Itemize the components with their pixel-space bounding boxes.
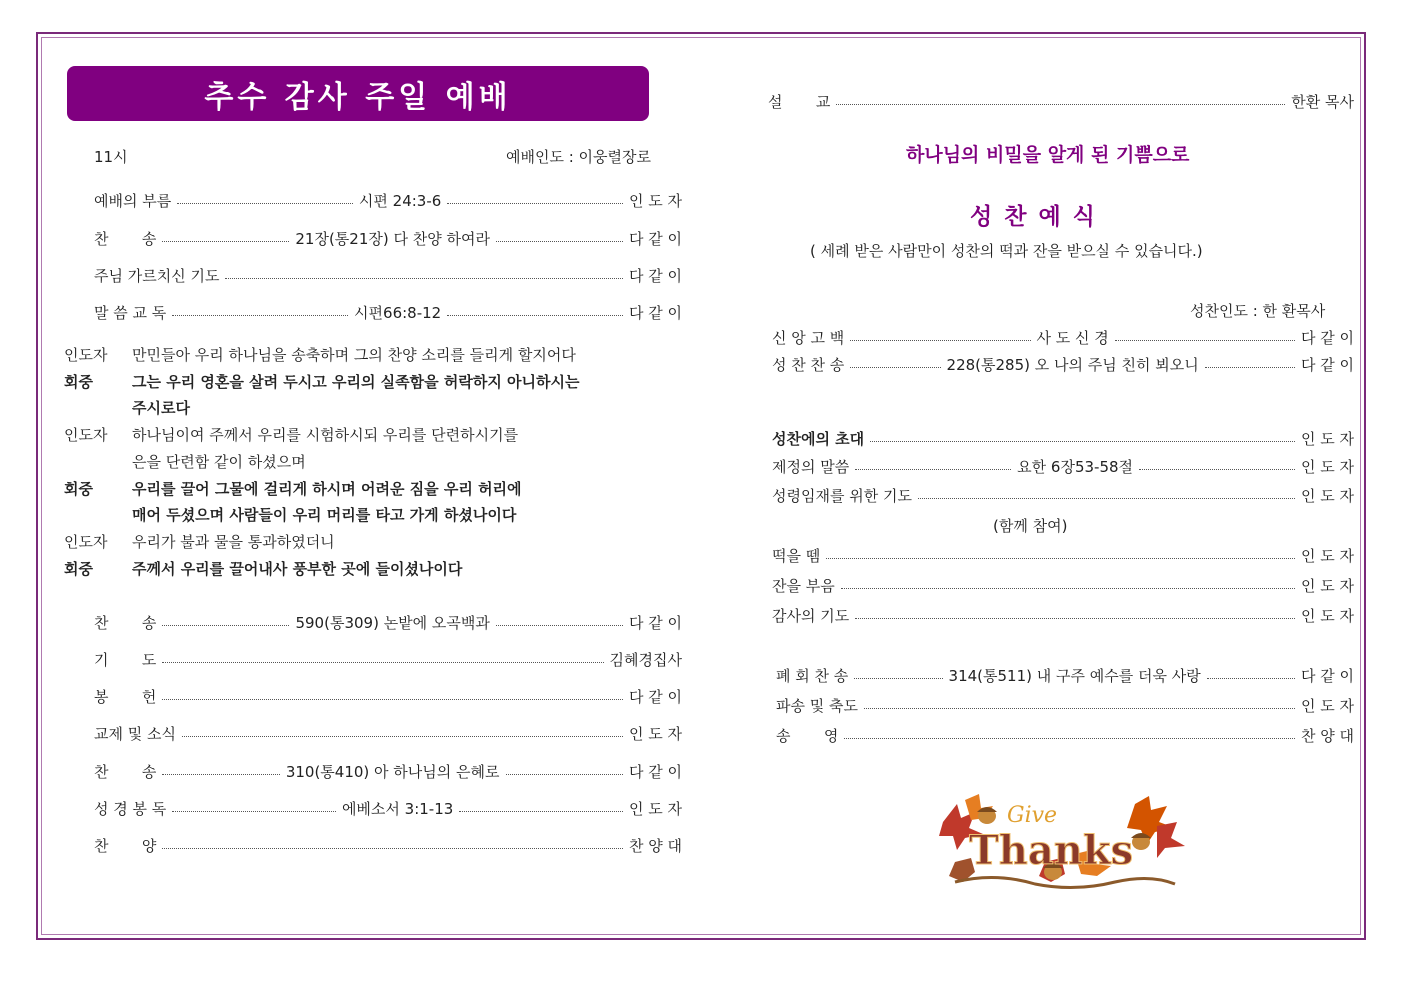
speaker-label: 인도자 xyxy=(64,346,108,364)
order-row xyxy=(772,544,1354,566)
order-label: 찬 송 xyxy=(94,613,157,632)
order-label: 예배의 부름 xyxy=(94,191,172,210)
leader-dots xyxy=(826,558,1295,559)
leader-dots xyxy=(172,811,336,812)
order-label: 폐 회 찬 송 xyxy=(776,666,849,685)
together-note: (함께 참여) xyxy=(993,517,1068,535)
order-detail: 에베소서 3:1-13 xyxy=(341,799,454,818)
order-responsible: 김혜경집사 xyxy=(609,650,682,669)
order-label: 찬 양 xyxy=(94,836,157,855)
reading-text: 하나님이여 주께서 우리를 시험하시되 우리를 단련하시기를 xyxy=(132,426,519,445)
order-responsible: 인 도 자 xyxy=(1300,696,1354,715)
order-row xyxy=(94,264,682,286)
service-time: 11시 xyxy=(94,148,128,166)
order-row xyxy=(772,326,1354,348)
order-responsible: 인 도 자 xyxy=(628,799,682,818)
order-responsible: 다 같 이 xyxy=(1301,355,1355,374)
sermon-row xyxy=(768,90,1354,112)
order-responsible: 다 같 이 xyxy=(628,762,682,781)
order-responsible: 다 같 이 xyxy=(628,266,682,285)
order-detail: 228(통285) 오 나의 주님 친히 뵈오니 xyxy=(946,355,1199,374)
speaker-label: 회중 xyxy=(64,479,93,498)
leader-dots xyxy=(506,774,623,775)
order-label: 성령임재를 위한 기도 xyxy=(772,486,912,505)
order-row xyxy=(94,648,682,670)
order-responsible: 찬 양 대 xyxy=(628,836,682,855)
order-row xyxy=(776,724,1354,746)
order-detail: 요한 6장53-58절 xyxy=(1017,457,1134,476)
order-detail: 314(통511) 내 구주 예수를 더욱 사랑 xyxy=(948,666,1201,685)
leader-dots xyxy=(225,278,623,279)
flourish-divider xyxy=(955,877,1175,887)
sermon-label: 설 교 xyxy=(768,92,831,111)
order-detail: 시편66:8-12 xyxy=(354,303,442,322)
give-thanks-illustration xyxy=(935,792,1190,892)
thanks-text: Thanks xyxy=(969,827,1134,874)
order-label: 파송 및 축도 xyxy=(776,696,858,715)
order-responsible: 다 같 이 xyxy=(629,303,683,322)
communion-leader: 성찬인도 : 한 환목사 xyxy=(1190,302,1326,320)
order-row xyxy=(94,189,682,211)
order-responsible: 인 도 자 xyxy=(1300,606,1354,625)
order-detail: 시편 24:3-6 xyxy=(358,191,442,210)
leader-dots xyxy=(1205,367,1295,368)
leader-dots xyxy=(855,469,1011,470)
speaker-label: 회중 xyxy=(64,559,93,578)
responsive-line xyxy=(64,424,518,477)
order-label: 성 경 봉 독 xyxy=(94,799,167,818)
order-row xyxy=(772,427,1354,449)
order-responsible: 다 같 이 xyxy=(1301,328,1355,347)
order-responsible: 인 도 자 xyxy=(1300,429,1354,448)
leader-dots xyxy=(447,203,623,204)
order-row xyxy=(94,760,682,782)
speaker-label: 인도자 xyxy=(64,532,108,551)
order-row xyxy=(772,604,1354,626)
order-row xyxy=(776,694,1354,716)
leader-dots xyxy=(162,699,623,700)
leader-dots xyxy=(1139,469,1295,470)
order-row xyxy=(94,722,682,744)
reading-text: 주께서 우리를 끌어내사 풍부한 곳에 들이셨나이다 xyxy=(132,559,463,578)
leader-dots xyxy=(162,662,603,663)
communion-note: ( 세례 받은 사람만이 성찬의 떡과 잔을 받으실 수 있습니다.) xyxy=(810,242,1203,260)
order-label: 성찬에의 초대 xyxy=(772,429,865,448)
order-row xyxy=(94,685,682,707)
order-row xyxy=(94,227,682,249)
order-detail: 310(통410) 아 하나님의 은혜로 xyxy=(285,762,500,781)
leader-dots xyxy=(854,678,942,679)
order-detail: 사 도 신 경 xyxy=(1036,328,1109,347)
order-row xyxy=(94,611,682,633)
sermon-title: 하나님의 비밀을 알게 된 기쁨으로 xyxy=(906,144,1190,166)
order-detail: 590(통309) 논밭에 오곡백과 xyxy=(295,613,490,632)
order-responsible: 인 도 자 xyxy=(1300,576,1354,595)
reading-text: 은을 단련함 같이 하셨으며 xyxy=(132,452,306,471)
order-label: 찬 송 xyxy=(94,229,157,248)
order-label: 교제 및 소식 xyxy=(94,724,176,743)
order-label: 찬 송 xyxy=(94,762,157,781)
communion-title: 성 찬 예 식 xyxy=(970,204,1097,230)
order-responsible: 인 도 자 xyxy=(1300,546,1354,565)
leader-dots xyxy=(841,588,1295,589)
reading-text: 우리가 불과 물을 통과하였더니 xyxy=(132,532,335,551)
responsive-line xyxy=(64,371,580,424)
order-label: 제정의 말씀 xyxy=(772,457,850,476)
leader-dots xyxy=(162,774,279,775)
order-label: 신 앙 고 백 xyxy=(772,328,845,347)
order-label: 성 찬 찬 송 xyxy=(772,355,845,374)
order-responsible: 인 도 자 xyxy=(628,191,682,210)
reading-text: 그는 우리 영혼을 살려 두시고 우리의 실족함을 허락하지 아니하시는 xyxy=(132,372,580,391)
sermon-preacher: 한환 목사 xyxy=(1291,92,1354,111)
leader-dots xyxy=(1115,340,1295,341)
responsive-line xyxy=(64,344,576,371)
order-responsible: 다 같 이 xyxy=(628,229,682,248)
order-responsible: 찬 양 대 xyxy=(1300,726,1354,745)
leader-dots xyxy=(918,498,1295,499)
leader-dots xyxy=(162,848,623,849)
order-responsible: 다 같 이 xyxy=(628,687,682,706)
order-detail: 21장(통21장) 다 찬양 하여라 xyxy=(295,229,490,248)
leader-dots xyxy=(459,811,623,812)
responsive-line xyxy=(64,478,522,531)
order-row xyxy=(772,455,1354,477)
order-responsible: 다 같 이 xyxy=(629,613,683,632)
order-row xyxy=(772,574,1354,596)
order-row xyxy=(776,664,1354,686)
speaker-label: 인도자 xyxy=(64,426,108,445)
order-responsible: 인 도 자 xyxy=(1300,457,1354,476)
responsive-line xyxy=(64,558,462,585)
order-label: 잔을 부음 xyxy=(772,576,835,595)
order-label: 떡을 뗌 xyxy=(772,546,821,565)
order-label: 감사의 기도 xyxy=(772,606,850,625)
order-row xyxy=(772,484,1354,506)
leader-dots xyxy=(855,618,1295,619)
order-responsible: 다 같 이 xyxy=(1301,666,1355,685)
order-label: 봉 헌 xyxy=(94,687,157,706)
responsive-line xyxy=(64,531,335,558)
leader-dots xyxy=(496,241,623,242)
give-text: Give xyxy=(1007,803,1058,828)
service-leader: 예배인도 : 이웅렬장로 xyxy=(506,148,652,166)
reading-text: 우리를 끌어 그물에 걸리게 하시며 어려운 짐을 우리 허리에 xyxy=(132,479,522,498)
leader-dots xyxy=(177,203,353,204)
order-row xyxy=(94,834,682,856)
reading-text: 만민들아 우리 하나님을 송축하며 그의 찬양 소리를 들리게 할지어다 xyxy=(132,346,576,364)
leader-dots xyxy=(864,708,1295,709)
service-title: 추수 감사 주일 예배 xyxy=(67,66,649,121)
order-row xyxy=(94,301,682,323)
order-label: 기 도 xyxy=(94,650,157,669)
leader-dots xyxy=(836,104,1285,105)
leader-dots xyxy=(172,315,348,316)
reading-text: 주시로다 xyxy=(132,399,190,418)
leader-dots xyxy=(162,241,289,242)
order-row xyxy=(772,353,1354,375)
leader-dots xyxy=(850,367,940,368)
leader-dots xyxy=(182,736,623,737)
order-row xyxy=(94,797,682,819)
leader-dots xyxy=(447,315,623,316)
order-responsible: 인 도 자 xyxy=(628,724,682,743)
order-label: 말 씀 교 독 xyxy=(94,303,167,322)
order-label: 주님 가르치신 기도 xyxy=(94,266,220,285)
reading-text: 매어 두셨으며 사람들이 우리 머리를 타고 가게 하셨나이다 xyxy=(132,506,517,525)
order-responsible: 인 도 자 xyxy=(1300,486,1354,505)
leader-dots xyxy=(844,738,1295,739)
leader-dots xyxy=(850,340,1030,341)
order-label: 송 영 xyxy=(776,726,839,745)
leader-dots xyxy=(870,441,1295,442)
leader-dots xyxy=(496,625,623,626)
leader-dots xyxy=(162,625,289,626)
leader-dots xyxy=(1207,678,1295,679)
speaker-label: 회중 xyxy=(64,372,93,391)
